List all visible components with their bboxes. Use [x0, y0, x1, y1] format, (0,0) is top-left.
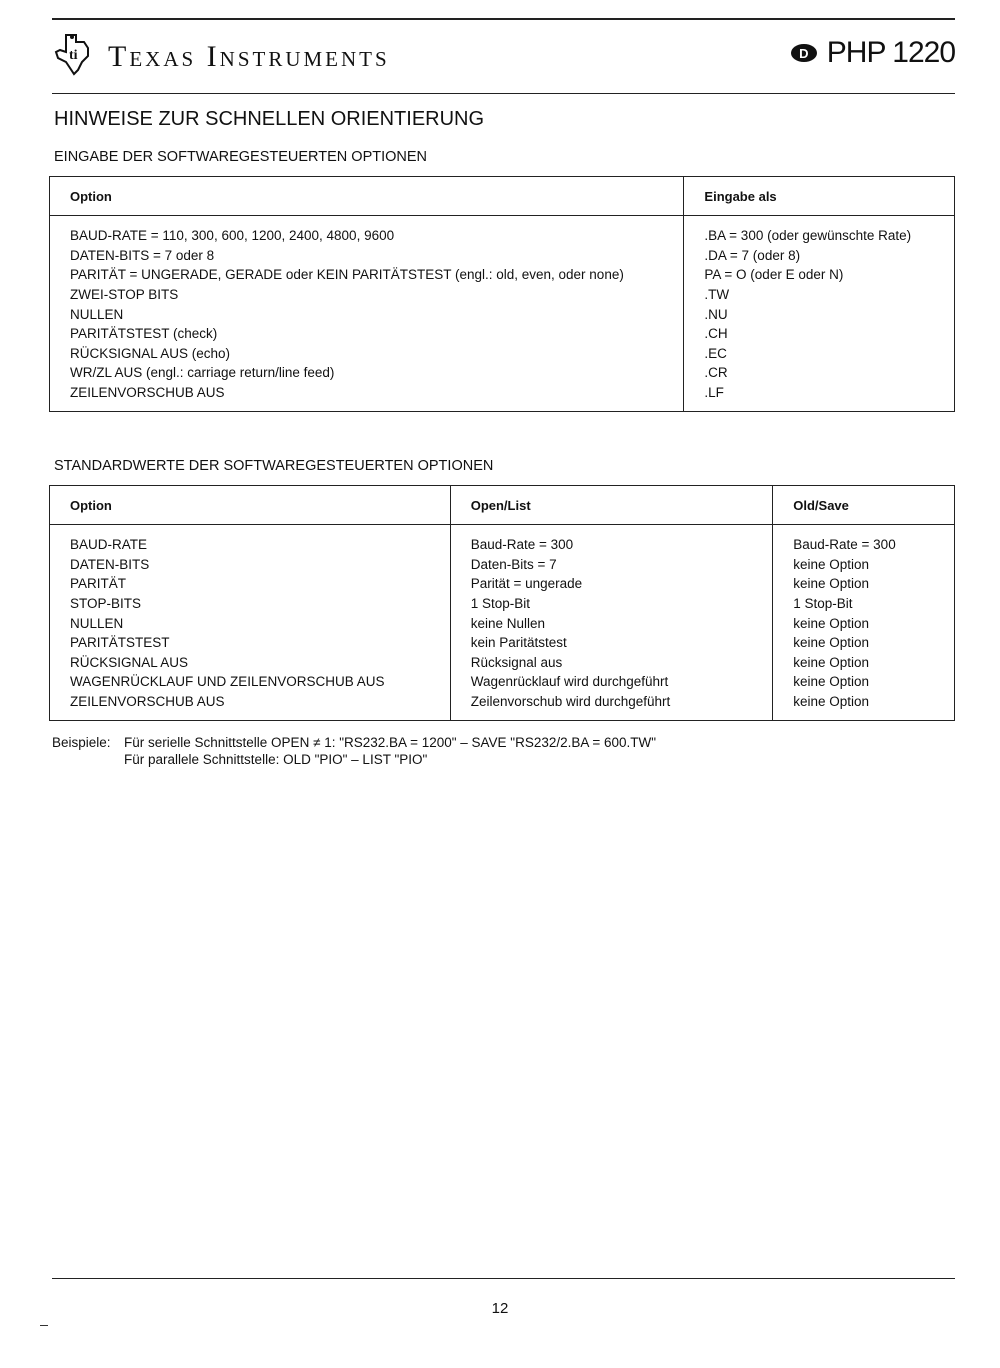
table-row	[50, 672, 955, 692]
old-save-cell: keine Option	[793, 694, 870, 710]
input-cell: .LF	[704, 385, 724, 401]
open-list-cell: Baud-Rate = 300	[450, 525, 773, 555]
table-row	[50, 265, 955, 285]
option-cell: RÜCKSIGNAL AUS (echo)	[50, 344, 684, 364]
page-number: 12	[491, 1300, 509, 1317]
option-cell: WR/ZL AUS (engl.: carriage return/line feed)	[50, 363, 684, 383]
option-cell: ZEILENVORSCHUB AUS	[50, 383, 684, 412]
top-rule	[52, 18, 955, 20]
option-cell: DATEN-BITS	[50, 555, 451, 575]
option-cell: NULLEN	[50, 613, 451, 633]
open-list-cell: Parität = ungerade	[450, 574, 773, 594]
table-row	[50, 574, 955, 594]
option-cell: BAUD-RATE	[50, 525, 451, 555]
open-list-cell: keine Nullen	[450, 613, 773, 633]
svg-text:ti: ti	[69, 48, 78, 63]
table-header-row	[50, 177, 955, 216]
table-row	[50, 304, 955, 324]
page-header	[52, 30, 955, 86]
table-row	[50, 692, 955, 721]
page-title: HINWEISE ZUR SCHNELLEN ORIENTIERUNG	[54, 108, 485, 130]
option-cell: ZWEI-STOP BITS	[50, 285, 684, 305]
table-row	[50, 216, 955, 246]
table-header-row	[50, 486, 955, 525]
option-cell: WAGENRÜCKLAUF UND ZEILENVORSCHUB AUS	[50, 672, 451, 692]
table-row	[50, 246, 955, 266]
option-cell: NULLEN	[50, 304, 684, 324]
default-values-table	[49, 485, 955, 721]
input-cell: .CH	[704, 326, 728, 342]
table-row	[50, 633, 955, 653]
old-save-cell: keine Option	[793, 635, 870, 651]
input-cell: .DA = 7 (oder 8)	[704, 247, 801, 263]
table-row	[50, 383, 955, 412]
input-cell: PA = O (oder E oder N)	[704, 267, 844, 283]
input-cell: .TW	[704, 287, 730, 303]
column-header-option: Option	[50, 486, 451, 525]
column-header-option: Option	[50, 177, 684, 216]
table-row	[50, 344, 955, 364]
input-options-table	[49, 176, 955, 412]
open-list-cell: Wagenrücklauf wird durchgeführt	[450, 672, 773, 692]
open-list-cell: Rücksignal aus	[450, 653, 773, 673]
table-row	[50, 285, 955, 305]
option-cell: PARITÄTSTEST	[50, 633, 451, 653]
option-cell: STOP-BITS	[50, 594, 451, 614]
brand-name: Texas Instruments	[108, 40, 390, 73]
column-header-old-save: Old/Save	[773, 486, 955, 525]
option-cell: ZEILENVORSCHUB AUS	[50, 692, 451, 721]
table-row	[50, 555, 955, 575]
old-save-cell: keine Option	[793, 615, 870, 631]
option-cell: PARITÄT = UNGERADE, GERADE oder KEIN PARITÄTSTEST (engl.: old, even, oder none)	[50, 265, 684, 285]
old-save-cell: keine Option	[793, 654, 870, 670]
old-save-cell: Baud-Rate = 300	[793, 537, 896, 553]
input-cell: .NU	[704, 306, 728, 322]
table-row	[50, 594, 955, 614]
section-title-input-options: EINGABE DER SOFTWAREGESTEUERTEN OPTIONEN	[54, 149, 428, 165]
table-row	[50, 613, 955, 633]
open-list-cell: Daten-Bits = 7	[450, 555, 773, 575]
example-parallel: Für parallele Schnittstelle: OLD "PIO" – LIST "PIO"	[124, 752, 428, 767]
table-row	[50, 653, 955, 673]
examples-label: Beispiele:	[52, 735, 111, 750]
open-list-cell: Zeilenvorschub wird durchgeführt	[450, 692, 773, 721]
old-save-cell: keine Option	[793, 674, 870, 690]
input-cell: .EC	[704, 345, 727, 361]
input-cell: .CR	[704, 365, 728, 381]
old-save-cell: 1 Stop-Bit	[793, 596, 853, 612]
d-badge-icon: D	[791, 44, 817, 62]
option-cell: PARITÄT	[50, 574, 451, 594]
table-row	[50, 324, 955, 344]
table-row	[50, 363, 955, 383]
example-serial: Für serielle Schnittstelle OPEN ≠ 1: "RS232.BA = 1200" – SAVE "RS232/2.BA = 600.TW"	[124, 735, 657, 750]
open-list-cell: 1 Stop-Bit	[450, 594, 773, 614]
old-save-cell: keine Option	[793, 576, 870, 592]
open-list-cell: kein Paritätstest	[450, 633, 773, 653]
input-cell: .BA = 300 (oder gewünschte Rate)	[704, 228, 912, 244]
option-cell: RÜCKSIGNAL AUS	[50, 653, 451, 673]
option-cell: DATEN-BITS = 7 oder 8	[50, 246, 684, 266]
column-header-open-list: Open/List	[450, 486, 773, 525]
option-cell: PARITÄTSTEST (check)	[50, 324, 684, 344]
old-save-cell: keine Option	[793, 556, 870, 572]
column-header-input-as: Eingabe als	[684, 177, 955, 216]
footer-rule	[52, 1278, 955, 1279]
header-rule	[52, 93, 955, 94]
section-title-default-values: STANDARDWERTE DER SOFTWAREGESTEUERTEN OPTIONEN	[54, 458, 494, 474]
scan-mark	[40, 1325, 48, 1326]
texas-instruments-logo-icon	[52, 32, 92, 76]
option-cell: BAUD-RATE = 110, 300, 600, 1200, 2400, 4800, 9600	[50, 216, 684, 246]
table-row	[50, 525, 955, 555]
model-number: PHP 1220	[826, 36, 955, 69]
model-block	[791, 36, 955, 70]
